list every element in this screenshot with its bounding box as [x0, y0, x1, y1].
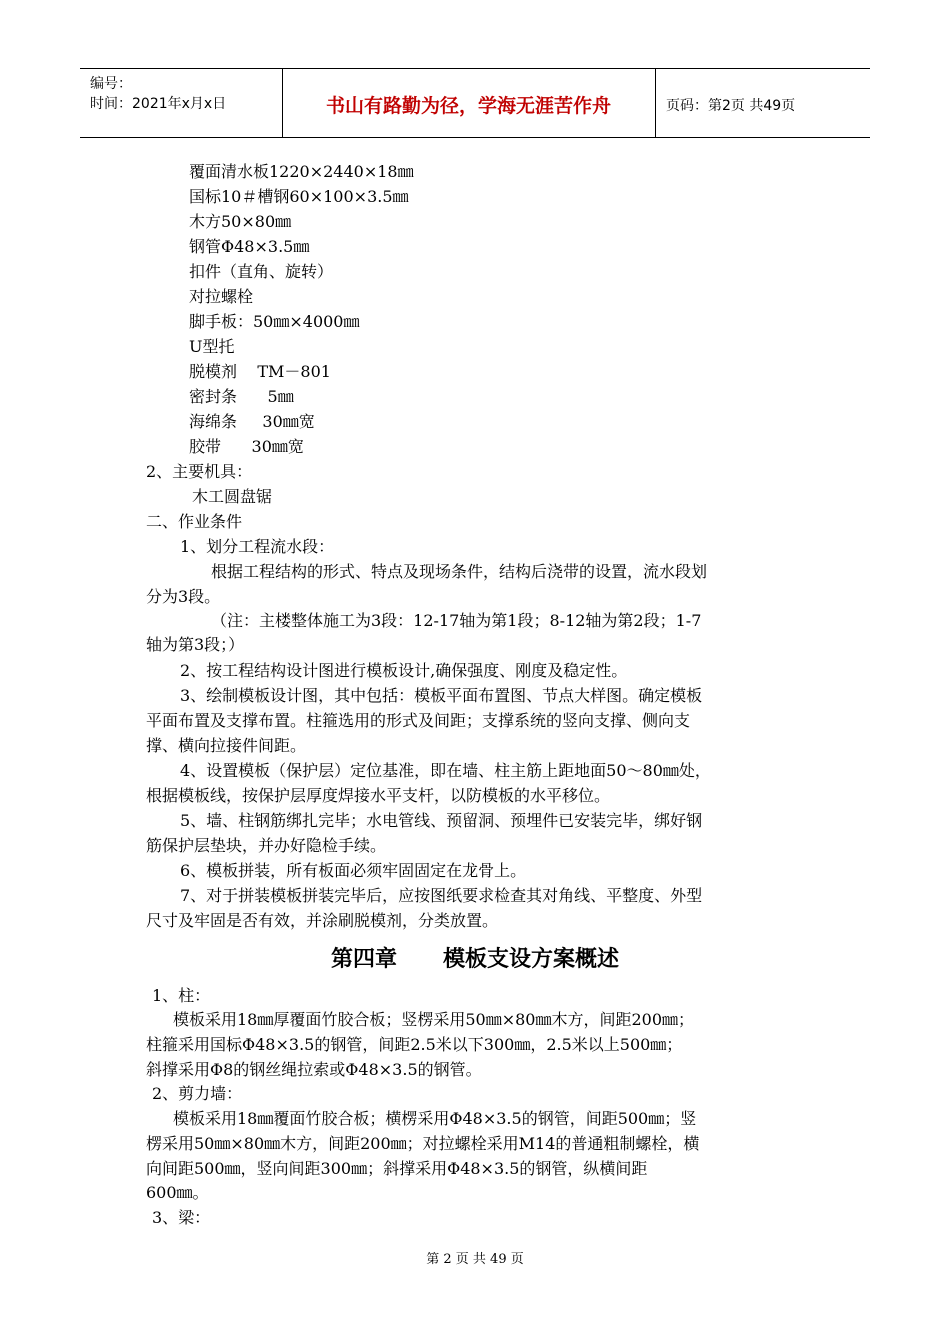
subsection-heading: 3、梁： — [152, 1208, 211, 1227]
material-item: 对拉螺栓 — [189, 287, 254, 306]
page-footer: 第 2 页 共 49 页 — [426, 1252, 524, 1267]
section-heading: 二、作业条件 — [146, 512, 243, 531]
material-item: 木方50×80㎜ — [189, 212, 292, 231]
header-motto: 书山有路勤为径，学海无涯苦作舟 — [325, 95, 611, 117]
chapter-title: 第四章 模板支设方案概述 — [331, 947, 619, 972]
paragraph-line: 筋保护层垫块，并办好隐检手续。 — [146, 836, 387, 855]
paragraph-line: 600㎜。 — [146, 1183, 209, 1202]
document-date-label: 时间：2021年x月x日 — [90, 96, 227, 112]
header-page-cell — [656, 69, 870, 137]
paragraph-line: 3、绘制模板设计图，其中包括：模板平面布置图、节点大样图。确定模板 — [180, 686, 703, 705]
paragraph-line: 楞采用50㎜×80㎜木方，间距200㎜；对拉螺栓采用M14的普通粗制螺栓，横 — [146, 1134, 700, 1153]
header-motto-cell — [282, 69, 656, 137]
material-item: U型托 — [189, 337, 235, 356]
paragraph-line: 斜撑采用Φ8的钢丝绳拉索或Φ48×3.5的钢管。 — [146, 1060, 482, 1079]
material-item: 脚手板：50㎜×4000㎜ — [189, 312, 360, 331]
paragraph-line: 7、对于拼装模板拼装完毕后，应按图纸要求检查其对角线、平整度、外型 — [180, 886, 703, 905]
header-page-label: 页码：第2页 共49页 — [666, 98, 796, 114]
paragraph-line: 根据工程结构的形式、特点及现场条件，结构后浇带的设置，流水段划 — [211, 562, 708, 581]
paragraph-line: 柱箍采用国标Φ48×3.5的钢管，间距2.5米以下300㎜，2.5米以上500㎜； — [146, 1035, 683, 1054]
machinery-item: 木工圆盘锯 — [192, 487, 273, 506]
paragraph-line: 4、设置模板（保护层）定位基准，即在墙、柱主筋上距地面50～80㎜处， — [180, 761, 711, 780]
paragraph-line: 轴为第3段；） — [146, 635, 245, 654]
paragraph-line: 6、模板拼装，所有板面必须牢固固定在龙骨上。 — [180, 861, 527, 880]
document-number-label: 编号： — [90, 76, 132, 92]
paragraph-line: 1、划分工程流水段： — [180, 537, 335, 556]
paragraph-line: 撑、横向拉接件间距。 — [146, 736, 307, 755]
paragraph-line: 模板采用18㎜覆面竹胶合板；横楞采用Φ48×3.5的钢管，间距500㎜；竖 — [173, 1109, 697, 1128]
material-item: 扣件（直角、旋转） — [189, 262, 334, 281]
paragraph-line: 分为3段。 — [146, 587, 221, 606]
paragraph-line: （注：主楼整体施工为3段：12-17轴为第1段；8-12轴为第2段；1-7 — [211, 611, 702, 630]
paragraph-line: 5、墙、柱钢筋绑扎完毕；水电管线、预留洞、预埋件已安装完毕，绑好钢 — [180, 811, 703, 830]
material-item: 密封条 5㎜ — [189, 387, 294, 406]
material-item: 国标10＃槽钢60×100×3.5㎜ — [189, 187, 409, 206]
material-item: 钢管Φ48×3.5㎜ — [189, 237, 310, 256]
subsection-heading: 1、柱： — [152, 986, 211, 1005]
paragraph-line: 尺寸及牢固是否有效，并涂刷脱模剂，分类放置。 — [146, 911, 499, 930]
subsection-heading: 2、剪力墙： — [152, 1084, 243, 1103]
material-item: 胶带 30㎜宽 — [189, 437, 304, 456]
material-item: 脱模剂 TM－801 — [189, 362, 331, 381]
material-item: 覆面清水板1220×2440×18㎜ — [189, 162, 414, 181]
paragraph-line: 向间距500㎜，竖向间距300㎜；斜撑采用Φ48×3.5的钢管，纵横间距 — [146, 1159, 648, 1178]
material-item: 海绵条 30㎜宽 — [189, 412, 315, 431]
section-heading: 2、主要机具： — [146, 462, 253, 481]
header-info-cell — [80, 69, 283, 137]
paragraph-line: 模板采用18㎜厚覆面竹胶合板；竖楞采用50㎜×80㎜木方，间距200㎜； — [173, 1010, 695, 1029]
paragraph-line: 2、按工程结构设计图进行模板设计,确保强度、刚度及稳定性。 — [180, 661, 628, 680]
page-header — [80, 68, 870, 138]
paragraph-line: 根据模板线，按保护层厚度焊接水平支杆，以防模板的水平移位。 — [146, 786, 611, 805]
paragraph-line: 平面布置及支撑布置。柱箍选用的形式及间距；支撑系统的竖向支撑、侧向支 — [146, 711, 691, 730]
